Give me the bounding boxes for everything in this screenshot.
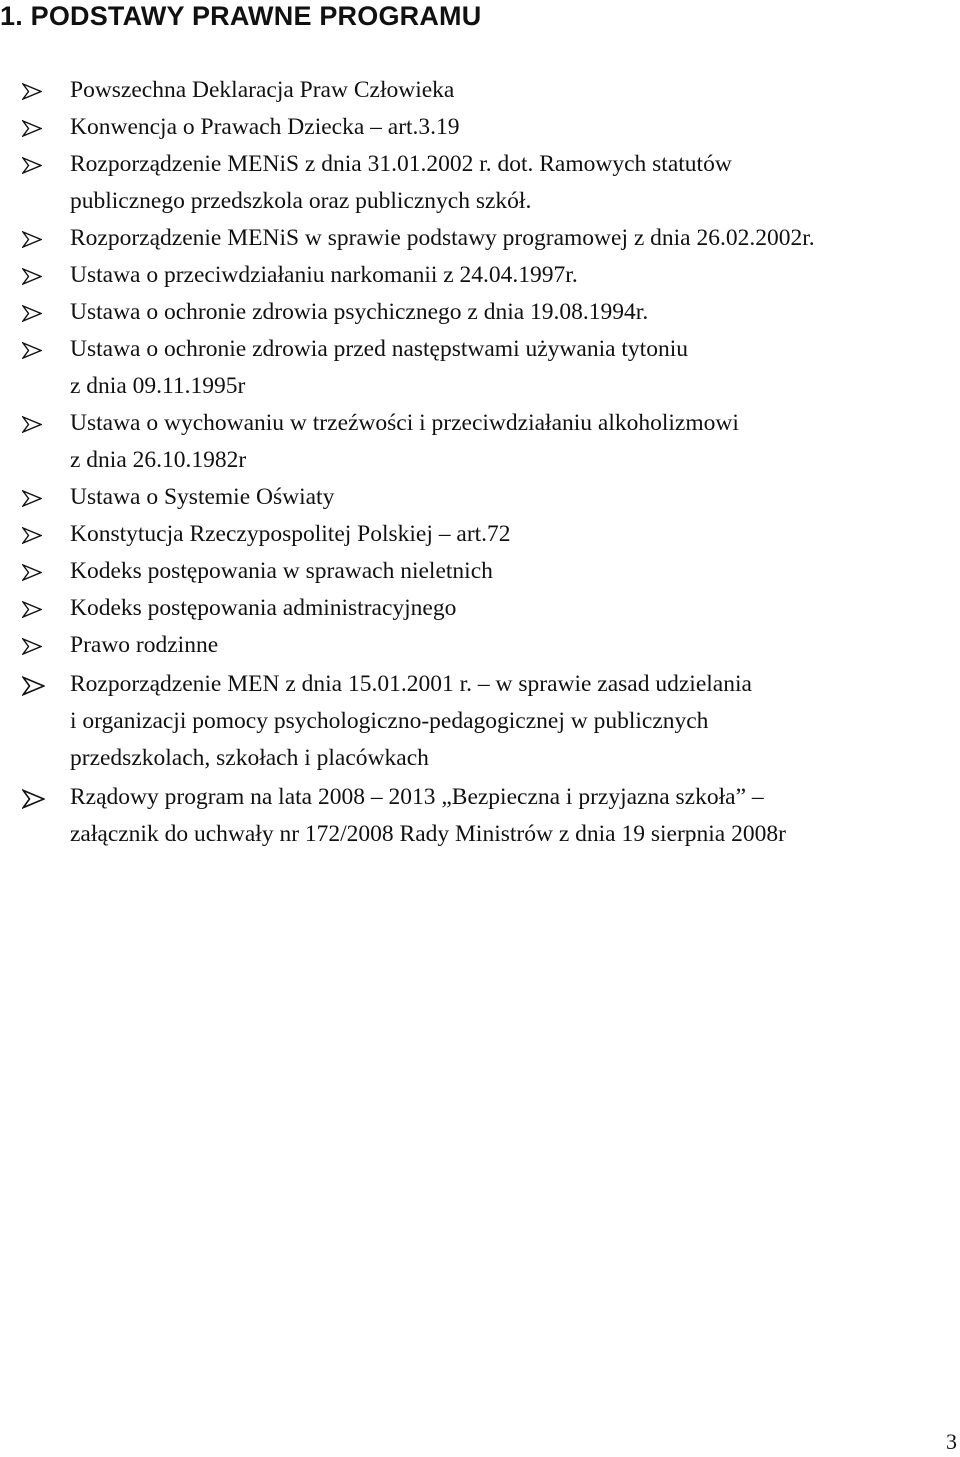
- page-number: 3: [946, 1429, 957, 1454]
- list-item-text: Kodeks postępowania administracyjnego: [70, 595, 457, 621]
- list-item: [22, 257, 942, 294]
- arrowhead-bullet-icon: [22, 83, 42, 100]
- list-item-text-continued: przedszkolach, szkołach i placówkach: [70, 745, 429, 771]
- list-item: [22, 405, 942, 479]
- list-item: [22, 779, 942, 853]
- arrowhead-bullet-icon: [22, 564, 42, 581]
- list-item: [22, 294, 942, 331]
- arrowhead-bullet-icon: [22, 416, 42, 433]
- list-item-text: Ustawa o wychowaniu w trzeźwości i przeciwdziałaniu alkoholizmowi: [70, 410, 739, 436]
- list-item-text: Ustawa o ochronie zdrowia psychicznego z dnia 19.08.1994r.: [70, 299, 649, 325]
- list-item: [22, 72, 942, 109]
- arrowhead-bullet-icon: [22, 789, 45, 809]
- list-item-text: Ustawa o ochronie zdrowia przed następstwami używania tytoniu: [70, 336, 688, 362]
- list-item-text: Ustawa o Systemie Oświaty: [70, 484, 335, 510]
- arrowhead-bullet-icon: [22, 490, 42, 507]
- list-item-text: Powszechna Deklaracja Praw Człowieka: [70, 77, 455, 103]
- arrowhead-bullet-icon: [22, 638, 42, 655]
- list-item-text-continued: załącznik do uchwały nr 172/2008 Rady Ministrów z dnia 19 sierpnia 2008r: [70, 821, 786, 847]
- list-item-text: Rządowy program na lata 2008 – 2013 „Bezpieczna i przyjazna szkoła” –: [70, 784, 764, 810]
- list-item: [22, 666, 942, 777]
- list-item: [22, 479, 942, 516]
- arrowhead-bullet-icon: [22, 676, 45, 696]
- arrowhead-bullet-icon: [22, 120, 42, 137]
- list-item-text-continued: publicznego przedszkola oraz publicznych szkół.: [70, 188, 532, 214]
- legal-basis-list: [22, 72, 942, 853]
- arrowhead-bullet-icon: [22, 305, 42, 322]
- list-item-text: Rozporządzenie MENiS z dnia 31.01.2002 r. dot. Ramowych statutów: [70, 151, 732, 177]
- list-item: [22, 109, 942, 146]
- list-item-text: Prawo rodzinne: [70, 632, 219, 658]
- list-item: [22, 516, 942, 553]
- arrowhead-bullet-icon: [22, 527, 42, 544]
- list-item: [22, 590, 942, 627]
- section-heading: 1. PODSTAWY PRAWNE PROGRAMU: [0, 1, 482, 31]
- list-item-text: Rozporządzenie MENiS w sprawie podstawy programowej z dnia 26.02.2002r.: [70, 225, 815, 251]
- list-item: [22, 220, 942, 257]
- arrowhead-bullet-icon: [22, 268, 42, 285]
- list-item-text-continued: i organizacji pomocy psychologiczno-pedagogicznej w publicznych: [70, 708, 709, 734]
- list-item: [22, 627, 942, 664]
- arrowhead-bullet-icon: [22, 157, 42, 174]
- list-item-text: Ustawa o przeciwdziałaniu narkomanii z 24.04.1997r.: [70, 262, 578, 288]
- list-item: [22, 331, 942, 405]
- list-item-text: Konstytucja Rzeczypospolitej Polskiej – art.72: [70, 521, 511, 547]
- list-item-text-continued: z dnia 26.10.1982r: [70, 447, 247, 473]
- list-item-text: Kodeks postępowania w sprawach nieletnich: [70, 558, 493, 584]
- list-item-text: Konwencja o Prawach Dziecka – art.3.19: [70, 114, 460, 140]
- arrowhead-bullet-icon: [22, 231, 42, 248]
- arrowhead-bullet-icon: [22, 342, 42, 359]
- list-item: [22, 146, 942, 220]
- list-item: [22, 553, 942, 590]
- list-item-text: Rozporządzenie MEN z dnia 15.01.2001 r. – w sprawie zasad udzielania: [70, 671, 752, 697]
- list-item-text-continued: z dnia 09.11.1995r: [70, 373, 246, 399]
- arrowhead-bullet-icon: [22, 601, 42, 618]
